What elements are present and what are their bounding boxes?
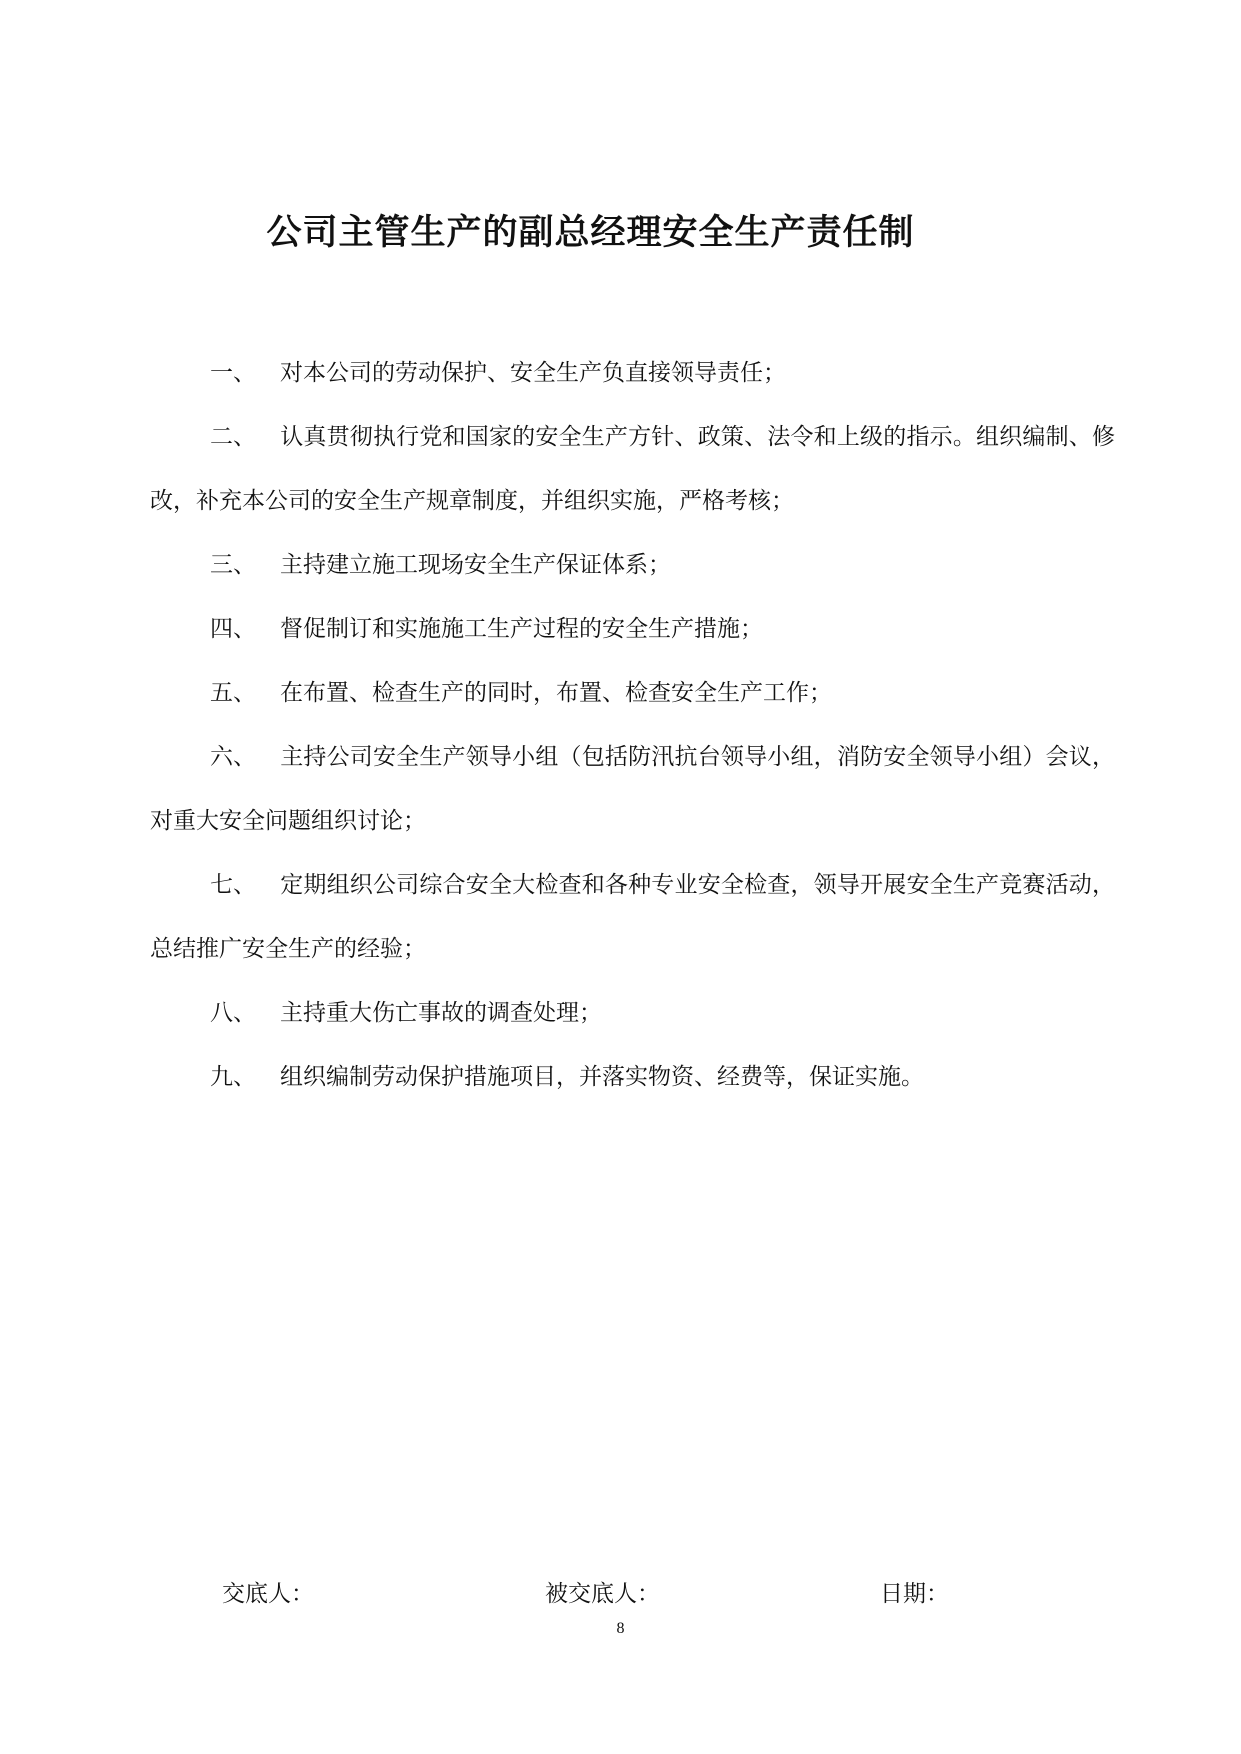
item-text: 对本公司的劳动保护、安全生产负直接领导责任；	[280, 360, 786, 386]
list-item	[150, 1045, 1115, 1109]
item-number: 一、	[210, 360, 256, 386]
document-title: 公司主管生产的副总经理安全生产责任制	[266, 213, 915, 253]
list-item	[150, 853, 1115, 981]
list-item	[150, 597, 1115, 661]
signature-line	[0, 1575, 1241, 1615]
item-text: 主持重大伤亡事故的调查处理；	[280, 1000, 602, 1026]
receiver-person-label: 被交底人：	[545, 1581, 660, 1607]
item-text: 主持公司安全生产领导小组（包括防汛抗台领导小组，消防安全领导小组）会议，对重大安全问题组织讨论；	[150, 744, 1115, 834]
item-text: 督促制订和实施施工生产过程的安全生产措施；	[280, 616, 763, 642]
responsibility-list	[150, 341, 1115, 1109]
item-text: 组织编制劳动保护措施项目，并落实物资、经费等，保证实施。	[280, 1064, 924, 1090]
date-label: 日期：	[880, 1581, 949, 1607]
list-item	[150, 533, 1115, 597]
item-number: 九、	[210, 1064, 256, 1090]
item-number: 七、	[210, 872, 256, 898]
item-number: 六、	[210, 744, 256, 770]
item-text: 认真贯彻执行党和国家的安全生产方针、政策、法令和上级的指示。组织编制、修改，补充本公司的安全生产规章制度，并组织实施，严格考核；	[150, 424, 1115, 514]
item-number: 八、	[210, 1000, 256, 1026]
item-text: 在布置、检查生产的同时，布置、检查安全生产工作；	[280, 680, 832, 706]
list-item	[150, 725, 1115, 853]
item-text: 主持建立施工现场安全生产保证体系；	[280, 552, 671, 578]
item-text: 定期组织公司综合安全大检查和各种专业安全检查，领导开展安全生产竞赛活动，总结推广安全生产的经验；	[150, 872, 1115, 962]
item-number: 三、	[210, 552, 256, 578]
list-item	[150, 341, 1115, 405]
list-item	[150, 981, 1115, 1045]
list-item	[150, 661, 1115, 725]
list-item	[150, 405, 1115, 533]
item-number: 二、	[210, 424, 256, 450]
handover-person-label: 交底人：	[222, 1581, 314, 1607]
item-number: 五、	[210, 680, 256, 706]
item-number: 四、	[210, 616, 256, 642]
page-number: 8	[616, 1620, 625, 1637]
